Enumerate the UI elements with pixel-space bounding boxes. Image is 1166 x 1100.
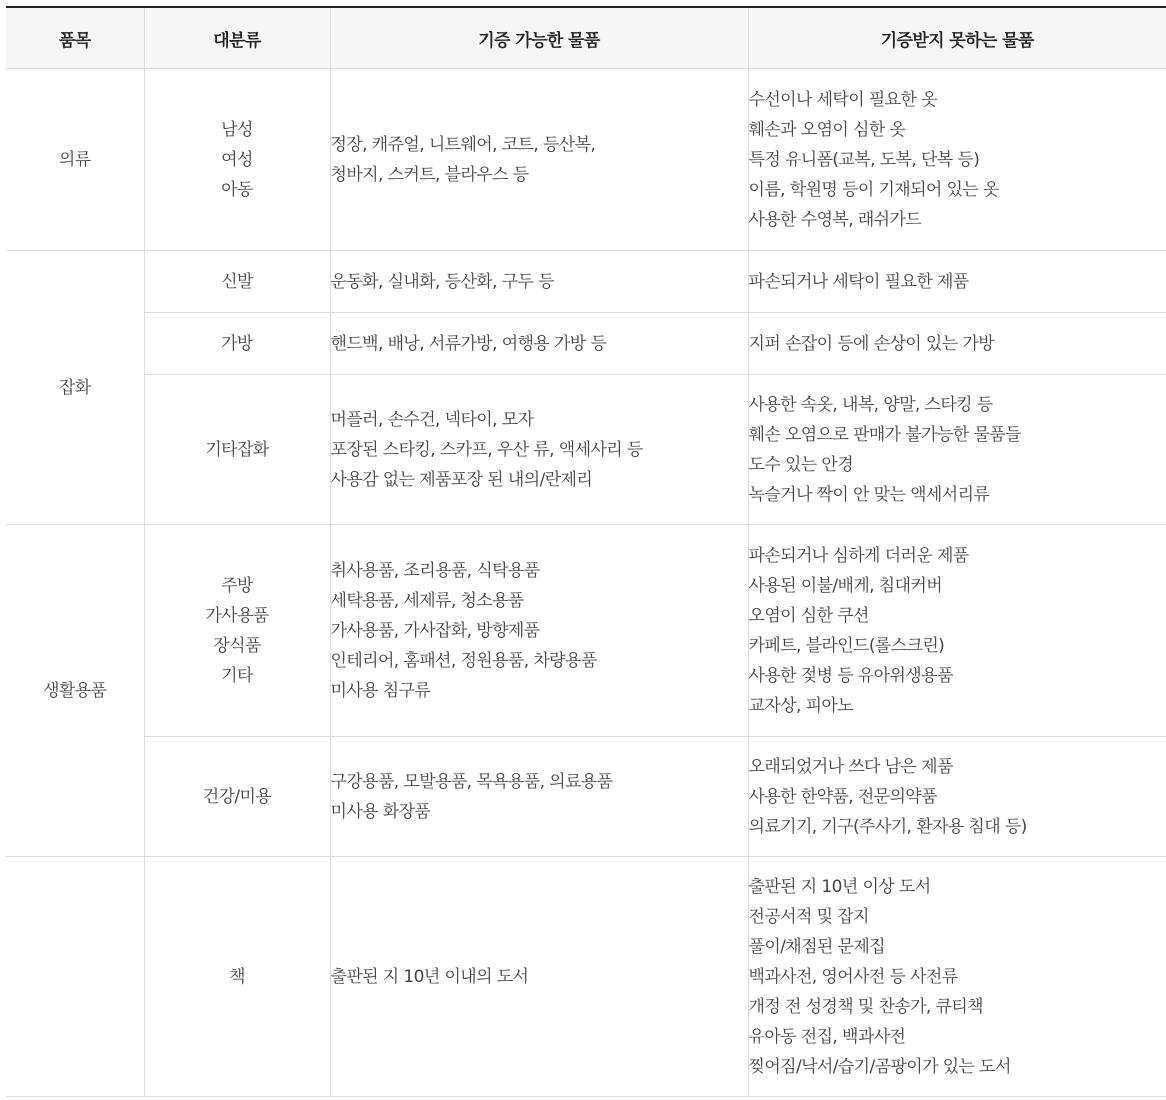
item-label: 잡화 [58,377,91,398]
category-line: 여성 [221,149,253,170]
rejected-line: 사용된 이불/배게, 침대커버 [748,575,943,596]
accepted-cell [330,737,748,857]
rejected-line: 찢어짐/낙서/습기/곰팡이가 있는 도서 [748,1056,1011,1077]
item-cell [6,857,144,1097]
rejected-line: 사용한 수영복, 래쉬가드 [748,209,922,230]
rejected-line: 백과사전, 영어사전 등 사전류 [748,966,958,987]
rejected-line: 전공서적 및 잡지 [748,906,869,927]
rejected-line: 개정 전 성경책 및 찬송가, 큐티책 [748,996,984,1017]
category-cell [144,525,330,737]
category-cell [144,857,330,1097]
table-body [6,69,1166,1097]
accepted-line: 머플러, 손수건, 넥타이, 모자 [330,409,534,430]
accepted-line: 세탁용품, 세제류, 청소용품 [330,590,524,611]
category-line: 신발 [221,271,253,292]
rejected-line: 유아동 전집, 백과사전 [748,1026,906,1047]
category-line: 건강/미용 [202,786,272,807]
table-row [6,857,1166,1097]
accepted-line: 핸드백, 배낭, 서류가방, 여행용 가방 등 [330,333,607,354]
rejected-line: 도수 있는 안경 [748,454,854,475]
accepted-line: 미사용 침구류 [330,680,431,701]
item-cell [6,525,144,857]
category-line: 주방 [221,575,253,596]
table-row [6,251,1166,313]
rejected-cell [748,857,1166,1097]
rejected-line: 특정 유니폼(교복, 도복, 단복 등) [748,149,980,170]
rejected-cell [748,69,1166,251]
rejected-line: 훼손과 오염이 심한 옷 [748,119,906,140]
header-category: 대분류 [144,7,330,69]
accepted-cell [330,525,748,737]
accepted-line: 정장, 캐쥬얼, 니트웨어, 코트, 등산복, [330,134,596,155]
rejected-line: 오염이 심한 쿠션 [748,605,869,626]
accepted-line: 사용감 없는 제품포장 된 내의/란제리 [330,469,593,490]
table-row [6,69,1166,251]
rejected-line: 사용한 한약품, 전문의약품 [748,786,937,807]
rejected-line: 수선이나 세탁이 필요한 옷 [748,89,937,110]
rejected-line: 카페트, 블라인드(롤스크린) [748,635,945,656]
table-row [6,737,1166,857]
rejected-line: 녹슬거나 짝이 안 맞는 액세서리류 [748,484,990,505]
rejected-line: 훼손 오염으로 판매가 불가능한 물품들 [748,424,1021,445]
category-line: 가방 [221,333,253,354]
accepted-line: 미사용 화장품 [330,801,431,822]
rejected-cell [748,737,1166,857]
item-label: 의류 [58,149,91,170]
rejected-line: 사용한 속옷, 내복, 양말, 스타킹 등 [748,394,993,415]
header-item: 품목 [6,7,144,69]
item-label: 생활용품 [43,680,107,701]
item-cell [6,69,144,251]
rejected-line: 출판된 지 10년 이상 도서 [748,876,931,897]
rejected-line: 지퍼 손잡이 등에 손상이 있는 가방 [748,333,995,354]
rejected-line: 이름, 학원명 등이 기재되어 있는 옷 [748,179,999,200]
accepted-cell [330,313,748,375]
rejected-cell [748,313,1166,375]
accepted-line: 운동화, 실내화, 등산화, 구두 등 [330,271,554,292]
table-row [6,313,1166,375]
category-line: 기타 [221,665,253,686]
header-row [6,7,1166,69]
item-cell [6,251,144,525]
accepted-line: 청바지, 스커트, 블라우스 등 [330,164,529,185]
category-line: 기타잡화 [205,439,269,460]
accepted-line: 취사용품, 조리용품, 식탁용품 [330,560,540,581]
rejected-cell [748,251,1166,313]
accepted-cell [330,251,748,313]
accepted-cell [330,69,748,251]
rejected-line: 의료기기, 기구(주사기, 환자용 침대 등) [748,816,1027,837]
header-rejected: 기증받지 못하는 물품 [748,7,1166,69]
donation-items-table [6,6,1166,1097]
rejected-line: 파손되거나 세탁이 필요한 제품 [748,271,969,292]
rejected-line: 교자상, 피아노 [748,695,854,716]
rejected-line: 사용한 젖병 등 유아위생용품 [748,665,953,686]
category-cell [144,313,330,375]
category-line: 아동 [221,179,253,200]
rejected-line: 풀이/채점된 문제집 [748,936,886,957]
accepted-line: 가사용품, 가사잡화, 방향제품 [330,620,540,641]
rejected-cell [748,375,1166,525]
accepted-cell [330,857,748,1097]
rejected-cell [748,525,1166,737]
rejected-line: 파손되거나 심하게 더러운 제품 [748,545,969,566]
category-line: 가사용품 [205,605,269,626]
accepted-line: 출판된 지 10년 이내의 도서 [330,966,529,987]
category-line: 남성 [221,119,253,140]
category-cell [144,251,330,313]
accepted-line: 인테리어, 홈패션, 정원용품, 차량용품 [330,650,597,671]
accepted-line: 구강용품, 모발용품, 목욕용품, 의료용품 [330,771,613,792]
table-row [6,375,1166,525]
category-cell [144,737,330,857]
category-line: 책 [229,966,245,987]
category-cell [144,375,330,525]
accepted-cell [330,375,748,525]
accepted-line: 포장된 스타킹, 스카프, 우산 류, 액세사리 등 [330,439,643,460]
table-row [6,525,1166,737]
category-cell [144,69,330,251]
header-accepted: 기증 가능한 물품 [330,7,748,69]
rejected-line: 오래되었거나 쓰다 남은 제품 [748,756,953,777]
category-line: 장식품 [213,635,261,656]
